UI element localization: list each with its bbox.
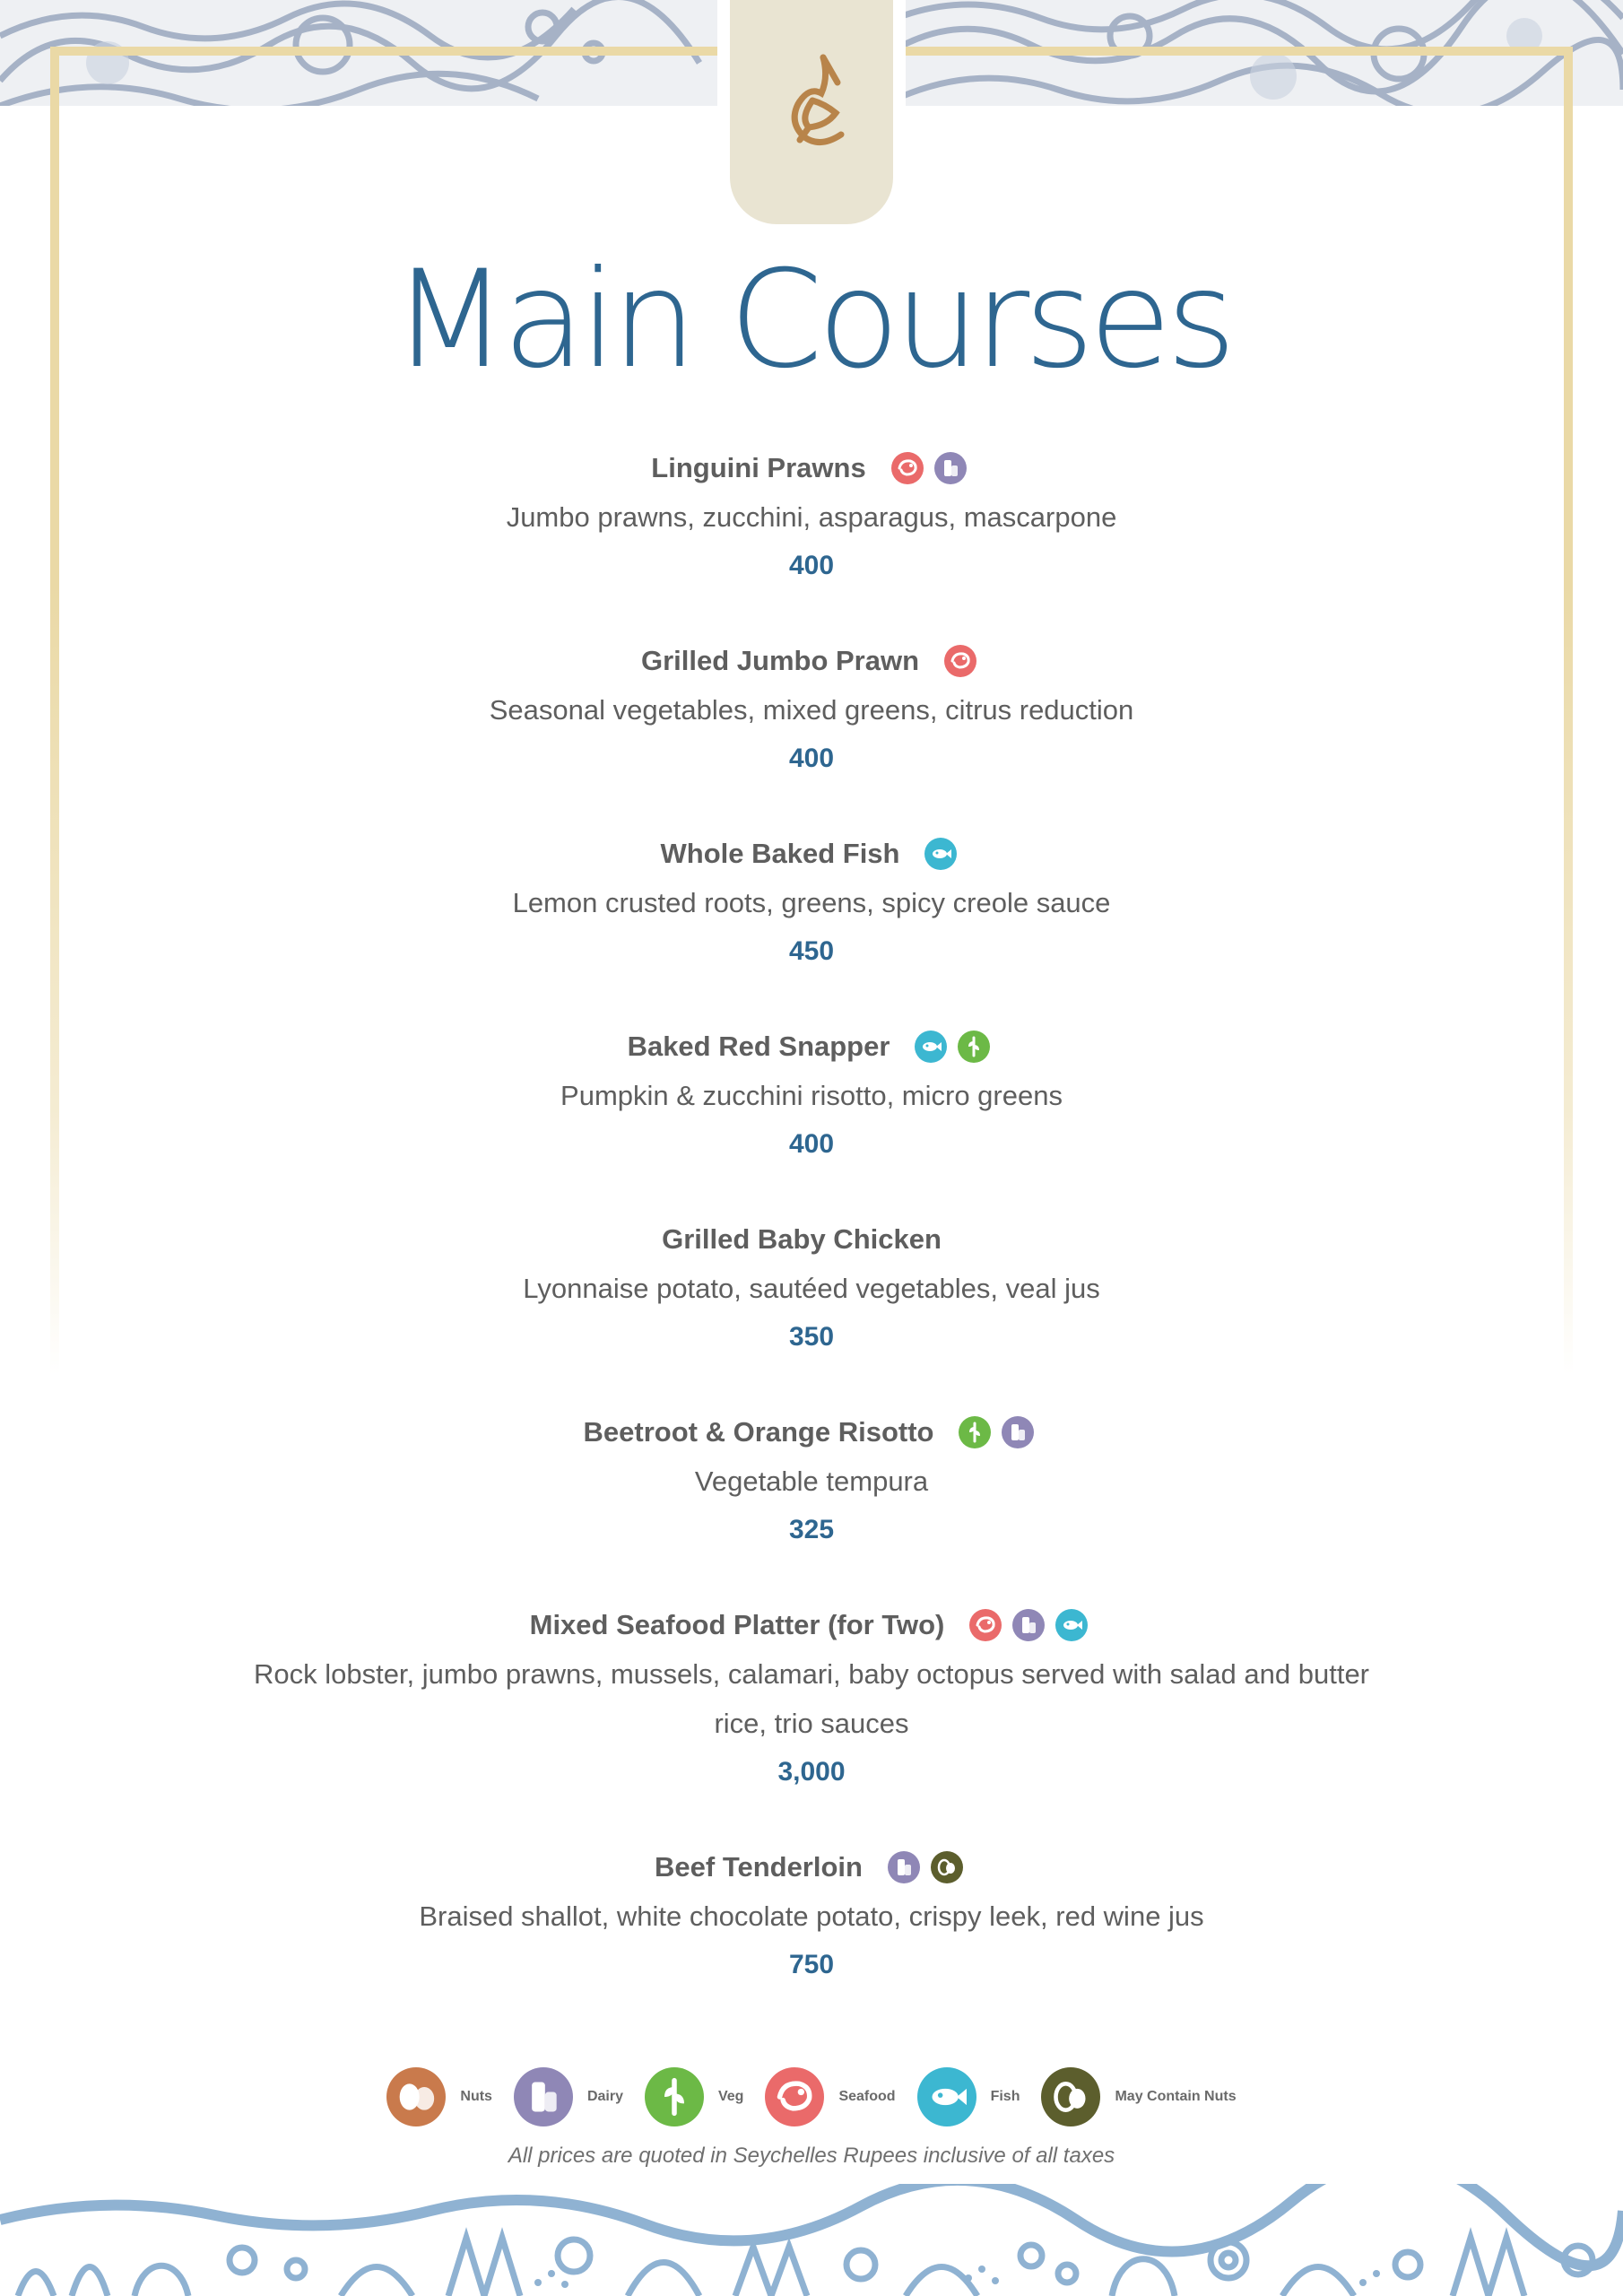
page-title: Main Courses bbox=[392, 242, 1231, 398]
menu-item-price: 750 bbox=[788, 1950, 835, 1979]
menu-item-name: Whole Baked Fish bbox=[660, 838, 900, 869]
legend-entry-nuts bbox=[386, 2067, 492, 2126]
menu-item-name: Beef Tenderloin bbox=[655, 1851, 863, 1883]
menu-item-description: Jumbo prawns, zucchini, asparagus, mascarpone bbox=[506, 501, 1117, 533]
price-footnote: All prices are quoted in Seychelles Rupees inclusive of all taxes bbox=[508, 2144, 1115, 2168]
menu-item bbox=[0, 637, 1623, 783]
menu-item-description: Vegetable tempura bbox=[694, 1465, 929, 1497]
menu-item-description: Pumpkin & zucchini risotto, micro greens bbox=[560, 1080, 1063, 1111]
allergen-legend bbox=[0, 2067, 1623, 2126]
legend-entry-veg bbox=[645, 2067, 743, 2126]
dairy-icon bbox=[1002, 1416, 1034, 1448]
seafood-icon bbox=[891, 452, 924, 484]
menu-item-price: 325 bbox=[788, 1515, 835, 1544]
menu-item-price: 450 bbox=[788, 936, 835, 966]
seafood-icon bbox=[944, 645, 976, 677]
menu-item-name-row bbox=[641, 637, 982, 685]
menu-item-price: 400 bbox=[788, 1129, 835, 1159]
menu-item-name: Beetroot & Orange Risotto bbox=[583, 1416, 934, 1448]
bottom-decorative-band bbox=[0, 2184, 1623, 2296]
legend-label: Seafood bbox=[838, 2089, 896, 2104]
legend-label: Fish bbox=[990, 2089, 1020, 2104]
menu-item-price: 350 bbox=[788, 1322, 835, 1352]
menu-item-name: Baked Red Snapper bbox=[627, 1031, 890, 1062]
dairy-icon bbox=[934, 452, 967, 484]
legend-label: Dairy bbox=[586, 2089, 623, 2104]
menu-item-price: 3,000 bbox=[777, 1757, 846, 1787]
menu-item-description: Rock lobster, jumbo prawns, mussels, calamari, baby octopus served with salad and butter rice, trio sauces bbox=[253, 1658, 1370, 1739]
menu-item-name-row bbox=[662, 1215, 961, 1264]
pattern-bottom bbox=[0, 2184, 1623, 2296]
fish-icon bbox=[1055, 1609, 1088, 1641]
veg-icon bbox=[645, 2067, 704, 2126]
legend-entry-dairy bbox=[514, 2067, 623, 2126]
legend-entry-may-contain-nuts bbox=[1041, 2067, 1236, 2126]
menu-item bbox=[0, 1843, 1623, 1989]
restaurant-logo-icon bbox=[773, 50, 850, 154]
menu-item-name: Grilled Baby Chicken bbox=[662, 1223, 942, 1255]
logo-tab bbox=[730, 0, 893, 224]
legend-label: Nuts bbox=[460, 2089, 492, 2104]
menu-item-name: Mixed Seafood Platter (for Two) bbox=[529, 1609, 945, 1640]
legend-label: Veg bbox=[717, 2089, 744, 2104]
legend-entry-fish bbox=[917, 2067, 1020, 2126]
seafood-icon bbox=[969, 1609, 1002, 1641]
menu-list bbox=[0, 444, 1623, 2036]
menu-item-name-row bbox=[661, 830, 963, 878]
may-contain-nuts-icon bbox=[931, 1851, 963, 1883]
menu-item bbox=[0, 830, 1623, 976]
menu-item-price: 400 bbox=[788, 551, 835, 580]
menu-item bbox=[0, 1601, 1623, 1796]
menu-item-description: Braised shallot, white chocolate potato, crispy leek, red wine jus bbox=[419, 1900, 1204, 1932]
menu-item-description: Seasonal vegetables, mixed greens, citrus reduction bbox=[489, 694, 1134, 726]
veg-icon bbox=[958, 1031, 990, 1063]
dairy-icon bbox=[514, 2067, 573, 2126]
legend-entry-seafood bbox=[765, 2067, 895, 2126]
menu-item-name-row bbox=[655, 1843, 968, 1892]
seafood-icon bbox=[765, 2067, 824, 2126]
menu-item-description: Lemon crusted roots, greens, spicy creole sauce bbox=[512, 887, 1111, 918]
fish-icon bbox=[924, 838, 957, 870]
dairy-icon bbox=[1012, 1609, 1045, 1641]
menu-item-name-row bbox=[530, 1601, 1094, 1649]
menu-item-name-row bbox=[628, 1022, 996, 1071]
veg-icon bbox=[959, 1416, 991, 1448]
may-contain-nuts-icon bbox=[1041, 2067, 1100, 2126]
menu-item-price: 400 bbox=[788, 744, 835, 773]
menu-item bbox=[0, 1022, 1623, 1169]
nuts-icon bbox=[386, 2067, 446, 2126]
menu-item bbox=[0, 1215, 1623, 1361]
fish-icon bbox=[917, 2067, 976, 2126]
menu-item-name: Grilled Jumbo Prawn bbox=[640, 645, 920, 676]
legend-label: May Contain Nuts bbox=[1115, 2089, 1237, 2104]
menu-item-description: Lyonnaise potato, sautéed vegetables, veal jus bbox=[523, 1273, 1100, 1304]
menu-item-name-row bbox=[584, 1408, 1040, 1457]
fish-icon bbox=[915, 1031, 947, 1063]
menu-item-name: Linguini Prawns bbox=[651, 452, 866, 483]
menu-item bbox=[0, 1408, 1623, 1554]
dairy-icon bbox=[888, 1851, 920, 1883]
menu-item-name-row bbox=[651, 444, 971, 492]
menu-item bbox=[0, 444, 1623, 590]
